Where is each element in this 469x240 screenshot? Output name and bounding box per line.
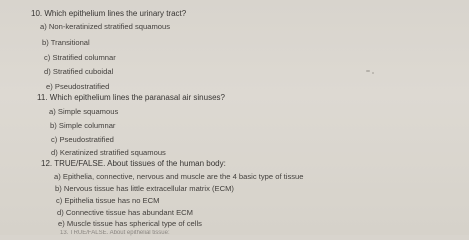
option-letter: e) — [58, 219, 65, 228]
option-10c — [44, 53, 116, 63]
option-11a — [49, 107, 118, 117]
option-letter: e) — [46, 82, 53, 91]
option-text: Keratinized stratified squamous — [59, 148, 166, 157]
option-text: Pseudostratified — [54, 82, 110, 91]
option-letter: d) — [57, 208, 64, 217]
option-letter: b) — [55, 184, 62, 193]
question-number: 10. — [31, 9, 43, 18]
option-text: Stratified cuboidal — [52, 67, 114, 76]
question-number: 11. — [37, 93, 48, 102]
option-text: Connective tissue has abundant ECM — [65, 208, 193, 217]
option-text: Stratified columnar — [52, 53, 116, 62]
option-letter: c) — [44, 53, 51, 62]
pencil-mark — [366, 70, 370, 72]
option-text: Pseudostratified — [59, 135, 114, 144]
option-text: Simple squamous — [57, 107, 119, 116]
question-10 — [31, 9, 186, 19]
question-text: TRUE/FALSE. About tissues of the human body: — [54, 159, 226, 168]
option-letter: d) — [44, 67, 51, 76]
option-letter: b) — [42, 38, 49, 47]
option-text: Non-keratinized stratified squamous — [48, 22, 171, 31]
option-11b — [50, 121, 115, 131]
option-letter: c) — [51, 135, 58, 144]
option-text: Transitional — [50, 38, 90, 47]
option-12b — [55, 184, 234, 194]
option-10e — [46, 82, 109, 92]
option-text: Epithelia tissue has no ECM — [64, 196, 160, 205]
option-12a — [54, 172, 304, 182]
option-letter: b) — [50, 121, 57, 130]
option-text: Muscle tissue has spherical type of cells — [66, 219, 202, 228]
question-13-cutoff: 13. TRUE/FALSE. About epithelial tissue: — [60, 230, 170, 236]
option-12d — [57, 208, 193, 218]
option-letter: d) — [51, 148, 58, 157]
option-11c — [51, 135, 114, 145]
option-10a — [40, 22, 170, 32]
option-letter: a) — [54, 172, 61, 181]
question-number: 12. — [41, 159, 53, 168]
option-text: Epithelia, connective, nervous and muscle are the 4 basic type of tissue — [62, 172, 304, 181]
option-11d — [51, 148, 166, 158]
option-12e — [58, 219, 202, 229]
question-text: Which epithelium lines the urinary tract? — [44, 9, 187, 18]
option-12c — [56, 196, 159, 206]
question-11 — [37, 93, 225, 103]
option-letter: a) — [40, 22, 47, 31]
option-10b — [42, 38, 90, 48]
option-text: Simple columnar — [58, 121, 116, 130]
question-text: Which epithelium lines the paranasal air sinuses? — [49, 93, 225, 102]
option-text: Nervous tissue has little extracellular matrix (ECM) — [63, 184, 234, 193]
option-letter: c) — [56, 196, 63, 205]
question-12 — [41, 159, 226, 169]
option-letter: a) — [49, 107, 56, 116]
pencil-mark — [372, 72, 374, 74]
option-10d — [44, 67, 113, 77]
